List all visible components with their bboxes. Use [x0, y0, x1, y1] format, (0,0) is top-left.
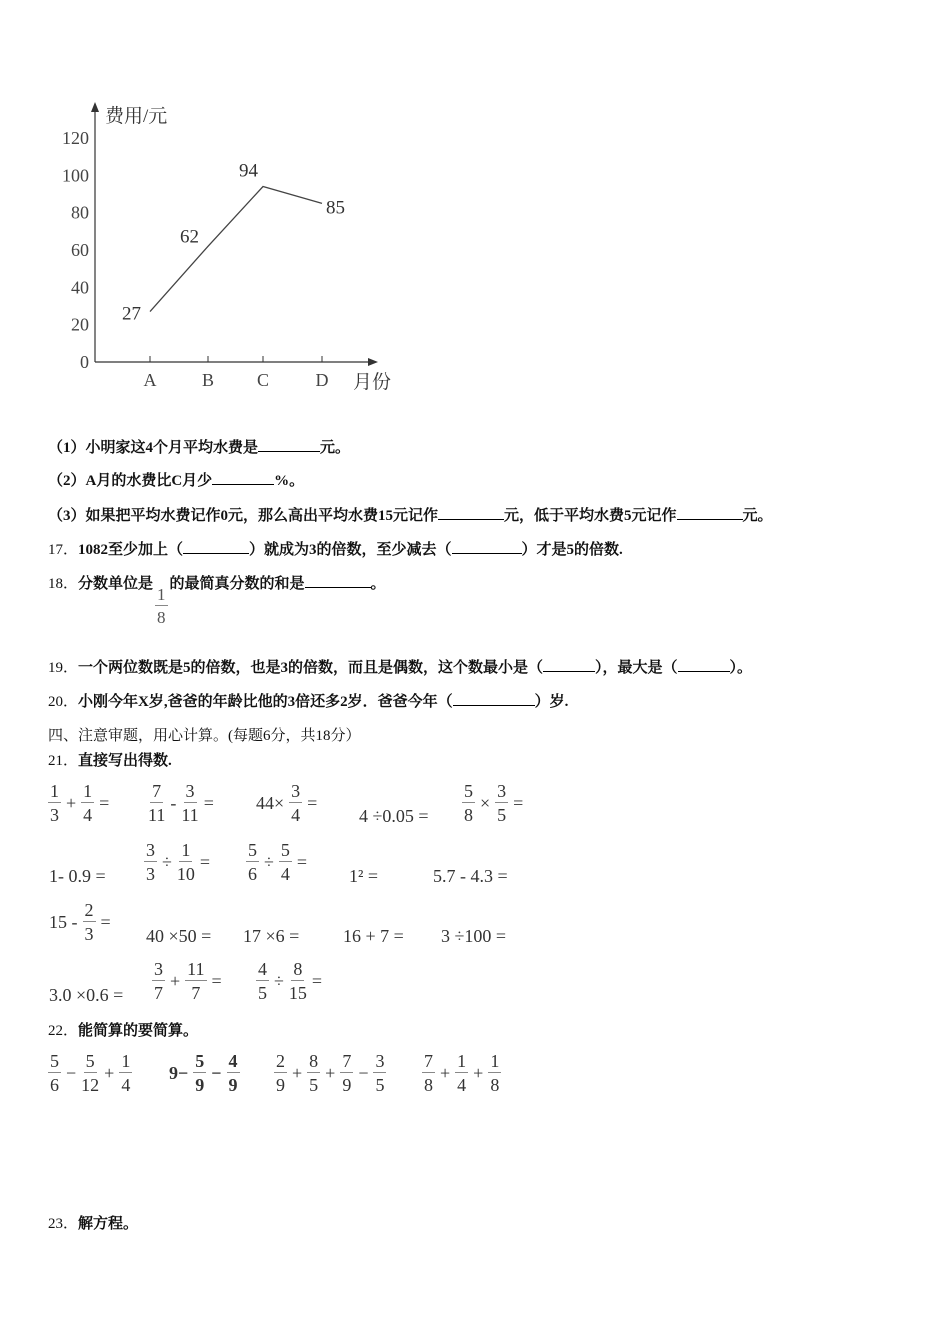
- numerator: 1: [121, 1051, 131, 1071]
- fraction: [455, 1052, 468, 1094]
- calc-item: [46, 901, 114, 943]
- fraction: [227, 1052, 240, 1094]
- numerator: 7: [424, 1051, 433, 1071]
- numerator: 3: [146, 840, 155, 860]
- calc-item: [346, 866, 381, 887]
- fraction: [246, 841, 259, 883]
- math-text: 9−: [169, 1062, 189, 1083]
- denominator: 7: [191, 983, 201, 1003]
- numerator: 7: [152, 781, 162, 801]
- denominator: 15: [288, 983, 307, 1003]
- calc-item: [142, 841, 213, 883]
- numerator: 1: [490, 1051, 500, 1071]
- fraction: [119, 1052, 132, 1094]
- math-text: 17 ×6 =: [243, 926, 300, 946]
- answer-blank[interactable]: [212, 470, 274, 485]
- denominator: 9: [195, 1075, 205, 1095]
- x-axis-arrow-icon: [368, 358, 378, 366]
- math-text: ÷: [162, 851, 172, 872]
- numerator: 5: [85, 1051, 95, 1071]
- math-text: +: [170, 970, 181, 991]
- answer-blank[interactable]: [543, 657, 595, 672]
- math-text: 16 + 7 =: [343, 926, 404, 946]
- math-text: −: [358, 1062, 369, 1083]
- fraction: [193, 1052, 206, 1094]
- fraction: [148, 782, 165, 824]
- math-text: =: [199, 851, 211, 872]
- fraction: [81, 782, 94, 824]
- math-text: =: [100, 911, 111, 932]
- calc-item: [254, 960, 325, 1002]
- y-tick-label: 60: [71, 240, 89, 260]
- answer-blank[interactable]: [258, 437, 320, 452]
- numerator: 11: [187, 959, 205, 979]
- y-axis-arrow-icon: [91, 102, 99, 112]
- y-axis-label: 费用/元: [105, 106, 168, 127]
- math-text: 1² =: [349, 866, 379, 886]
- fraction: [274, 1052, 287, 1094]
- denominator: 6: [50, 1075, 59, 1095]
- fraction: [289, 782, 302, 824]
- denominator: 8: [464, 805, 473, 825]
- fraction: [279, 841, 292, 883]
- numerator: 1: [181, 840, 191, 860]
- denominator: 9: [276, 1075, 285, 1095]
- denominator: 4: [291, 805, 301, 825]
- x-tick-label: D: [315, 370, 329, 390]
- math-text: 3 ÷100 =: [441, 926, 507, 946]
- numerator: 2: [276, 1051, 285, 1071]
- calc-item: [46, 782, 112, 824]
- fraction: [81, 1052, 99, 1094]
- calc-item: [253, 782, 320, 824]
- data-label: 85: [326, 197, 345, 219]
- math-text: ÷: [274, 970, 284, 991]
- data-label: 94: [239, 160, 258, 182]
- denominator: 3: [146, 864, 155, 884]
- y-tick-label: 40: [71, 277, 89, 298]
- math-text: =: [99, 792, 110, 813]
- math-text: −: [66, 1062, 77, 1083]
- numerator: 3: [185, 781, 195, 801]
- series-line: [150, 187, 322, 312]
- calc-item: [460, 782, 526, 824]
- fraction: [152, 960, 165, 1002]
- y-tick-label: 80: [71, 202, 89, 223]
- denominator: 5: [497, 805, 507, 825]
- math-text: 3.0 ×0.6 =: [49, 985, 124, 1005]
- numerator: 3: [497, 781, 507, 801]
- fraction: [488, 1052, 501, 1094]
- question-23-title: 23．解方程。: [48, 1216, 139, 1232]
- question-21-title: 21．直接写出得数.: [48, 753, 172, 769]
- denominator: 4: [121, 1075, 131, 1095]
- q16-part1: （1）小明家这4个月平均水费是 元。: [48, 436, 350, 457]
- calc-item: [46, 866, 109, 887]
- fraction: [422, 1052, 435, 1094]
- numerator: 8: [293, 959, 303, 979]
- fraction: [289, 960, 307, 1002]
- question-22-title: 22．能简算的要简算。: [48, 1023, 199, 1039]
- answer-blank[interactable]: [438, 505, 504, 520]
- simplify-item: [272, 1052, 388, 1094]
- denominator: 12: [81, 1075, 100, 1095]
- answer-blank[interactable]: [305, 573, 371, 588]
- numerator: 1: [83, 781, 93, 801]
- fraction: [181, 782, 198, 824]
- numerator: 3: [375, 1051, 385, 1071]
- math-text: +: [325, 1062, 336, 1083]
- calc-item: [143, 926, 214, 947]
- numerator: 8: [309, 1051, 319, 1071]
- math-text: 1- 0.9 =: [49, 866, 106, 886]
- denominator: 6: [248, 864, 257, 884]
- answer-blank[interactable]: [452, 539, 522, 554]
- y-tick-label: 120: [62, 128, 89, 148]
- calc-item: [340, 926, 407, 947]
- math-text: −: [211, 1062, 222, 1083]
- math-text: +: [292, 1062, 303, 1083]
- numerator: 4: [228, 1051, 238, 1071]
- data-label: 27: [122, 303, 141, 325]
- fraction: [48, 782, 61, 824]
- y-tick-label: 20: [71, 314, 89, 335]
- numerator: 5: [280, 840, 290, 860]
- denominator: 8: [424, 1075, 433, 1095]
- denominator: 5: [309, 1075, 319, 1095]
- fraction: [373, 1052, 386, 1094]
- simplify-item: [166, 1052, 242, 1094]
- denominator: 4: [83, 805, 93, 825]
- denominator: 11: [181, 805, 199, 825]
- calc-item: [438, 926, 509, 947]
- denominator: 9: [228, 1075, 238, 1095]
- x-tick-label: C: [256, 370, 270, 390]
- calc-item: [356, 806, 432, 827]
- denominator: 8: [490, 1075, 500, 1095]
- numerator: 4: [258, 959, 267, 979]
- simplify-item: [420, 1052, 503, 1094]
- math-text: =: [211, 970, 222, 991]
- y-tick-label: 0: [80, 352, 89, 372]
- x-axis-label: 月份: [353, 372, 392, 393]
- math-text: +: [440, 1062, 451, 1083]
- fraction-one-eighth: $\frac{1}{8}$: [157, 585, 166, 627]
- denominator: 3: [50, 805, 59, 825]
- math-text: ×: [480, 792, 491, 813]
- fraction: [495, 782, 508, 824]
- calc-item: [150, 960, 225, 1002]
- numerator: 2: [84, 900, 94, 920]
- fraction: [48, 1052, 61, 1094]
- data-label: 62: [180, 226, 199, 248]
- q16-part2: （2）A月的水费比C月少 %。: [48, 469, 304, 490]
- numerator: 3: [291, 781, 301, 801]
- question-19: 19．一个两位数既是5的倍数，也是3的倍数，而且是偶数，这个数最小是（ ），最大是（ ）。: [48, 656, 752, 677]
- denominator: 5: [258, 983, 267, 1003]
- question-17: 17．1082至少加上（ ）就成为3的倍数，至少减去（ ）才是5的倍数.: [48, 538, 623, 559]
- fraction: [340, 1052, 353, 1094]
- denominator: 4: [457, 1075, 467, 1095]
- math-text: =: [307, 792, 318, 813]
- denominator: 7: [154, 983, 163, 1003]
- simplify-item: [46, 1052, 134, 1094]
- denominator: 9: [342, 1075, 352, 1095]
- fraction: [307, 1052, 320, 1094]
- math-text: +: [473, 1062, 484, 1083]
- denominator: 4: [280, 864, 290, 884]
- answer-blank[interactable]: [183, 539, 249, 554]
- denominator: 5: [375, 1075, 385, 1095]
- x-tick-label: B: [201, 370, 215, 390]
- math-text: =: [513, 792, 524, 813]
- x-tick-label: A: [143, 370, 157, 390]
- question-18: 18．分数单位是 $\frac{1}{8}$ 的最简真分数的和是 。: [48, 572, 386, 626]
- math-text: 40 ×50 =: [146, 926, 212, 946]
- question-20: 20．小刚今年X岁,爸爸的年龄比他的3倍还多2岁．爸爸今年（ ）岁.: [48, 690, 568, 711]
- math-text: 5.7 - 4.3 =: [433, 866, 508, 886]
- numerator: 5: [248, 840, 257, 860]
- calc-item: [146, 782, 217, 824]
- math-text: 4 ÷0.05 =: [359, 806, 429, 826]
- math-text: -: [170, 792, 177, 813]
- fraction: [462, 782, 475, 824]
- calc-item: [46, 985, 126, 1006]
- math-text: 15 -: [49, 911, 78, 932]
- math-text: ÷: [264, 851, 274, 872]
- y-tick-label: 100: [62, 165, 89, 186]
- math-text: =: [296, 851, 308, 872]
- fraction: [256, 960, 269, 1002]
- fraction: [185, 960, 206, 1002]
- numerator: 1: [50, 781, 59, 801]
- calc-item: [244, 841, 310, 883]
- math-text: =: [311, 970, 323, 991]
- water-fee-line-chart: [60, 98, 480, 398]
- denominator: 10: [176, 864, 195, 884]
- math-text: +: [104, 1062, 115, 1083]
- q16-part3: （3）如果把平均水费记作0元，那么高出平均水费15元记作 元，低于平均水费5元记作 元。: [48, 504, 773, 525]
- denominator: 11: [148, 805, 166, 825]
- answer-blank[interactable]: [678, 657, 730, 672]
- fraction: [177, 841, 195, 883]
- numerator: 3: [154, 959, 163, 979]
- answer-blank[interactable]: [453, 691, 535, 706]
- answer-blank[interactable]: [677, 505, 743, 520]
- numerator: 5: [50, 1051, 59, 1071]
- math-text: +: [66, 792, 77, 813]
- numerator: 7: [342, 1051, 352, 1071]
- math-text: =: [203, 792, 214, 813]
- numerator: 5: [195, 1051, 205, 1071]
- fraction: [144, 841, 157, 883]
- section-4-heading: 四、注意审题，用心计算。(每题6分，共18分）: [48, 728, 361, 744]
- fraction: [83, 901, 96, 943]
- denominator: 3: [84, 924, 94, 944]
- calc-item: [240, 926, 302, 947]
- numerator: 1: [457, 1051, 467, 1071]
- numerator: 5: [464, 781, 473, 801]
- math-text: 44×: [256, 792, 285, 813]
- calc-item: [430, 866, 511, 887]
